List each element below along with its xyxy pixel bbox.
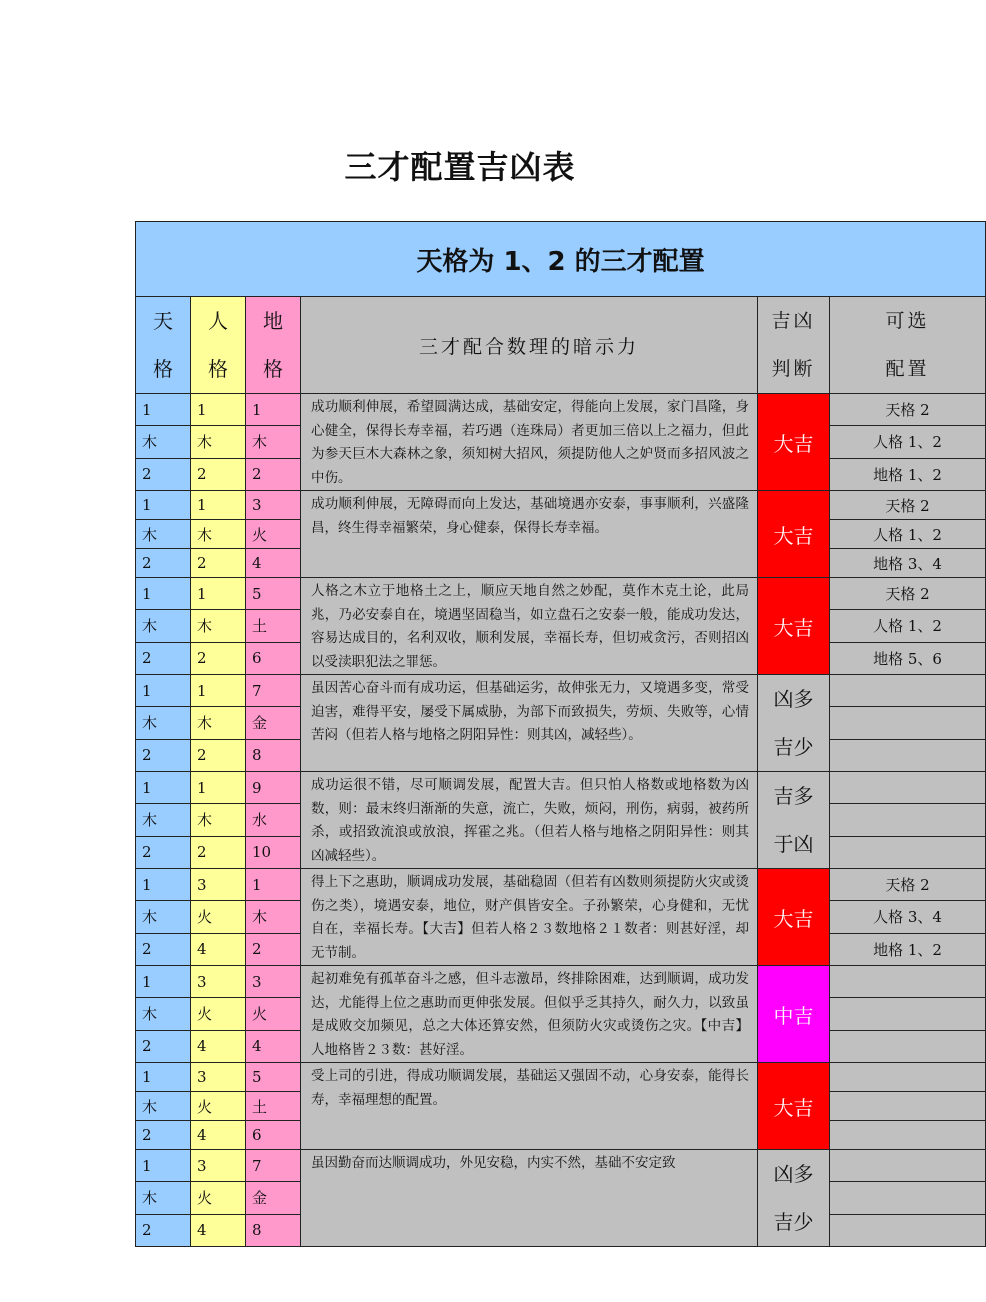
di-ge-cell: 5 bbox=[246, 578, 301, 610]
tian-ge-cell: 2 bbox=[136, 642, 191, 674]
header-description: 三才配合数理的暗示力 bbox=[301, 297, 758, 394]
header-row bbox=[136, 297, 986, 394]
ren-ge-cell: 4 bbox=[191, 1214, 246, 1246]
option-cell bbox=[830, 1030, 986, 1062]
option-cell bbox=[830, 1182, 986, 1214]
option-cell: 人格 3、4 bbox=[830, 901, 986, 933]
tian-ge-cell: 2 bbox=[136, 933, 191, 965]
judgement-text: 大吉 bbox=[773, 523, 814, 548]
description-cell: 人格之木立于地格土之上，顺应天地自然之妙配，莫作木克土论，此局兆，乃必安泰自在，境遇坚固稳当，如立盘石之安泰一般，能成功发达，容易达成目的，名利双收，顺利发展，幸福长寿，但切戒贪污，否则招凶以受渎职犯法之罪惩。 bbox=[301, 578, 758, 675]
di-ge-cell: 1 bbox=[246, 394, 301, 426]
description-cell: 起初难免有孤革奋斗之感，但斗志激昂，终排除困难，达到顺调，成功发达，尤能得上位之惠助而更伸张发展。但似乎乏其持久，耐久力，以致虽是成败交加频见，总之大体还算安然，但须防火灾或烫伤之灾。【中吉】人地格皆２３数：甚好淫。 bbox=[301, 966, 758, 1063]
di-ge-cell: 7 bbox=[246, 675, 301, 707]
judgement-text: 吉少 bbox=[773, 735, 814, 759]
table-row bbox=[136, 394, 986, 426]
description-cell: 成功运很不错，尽可顺调发展，配置大吉。但只怕人格数或地格数为凶数，则：最末终归渐渐的失意，流亡，失败，烦闷，刑伤，病弱，被药所杀，或招致流浪或放浪，挥霍之兆。（但若人格与地格之阴阳异性：则其凶减轻些）。 bbox=[301, 772, 758, 869]
ren-ge-cell: 3 bbox=[191, 869, 246, 901]
table-row bbox=[136, 869, 986, 901]
ren-ge-cell: 火 bbox=[191, 901, 246, 933]
option-cell bbox=[830, 804, 986, 836]
ren-ge-cell: 1 bbox=[191, 772, 246, 804]
option-cell: 人格 1、2 bbox=[830, 520, 986, 549]
judgement-text: 大吉 bbox=[773, 1095, 814, 1120]
tian-ge-cell: 木 bbox=[136, 804, 191, 836]
di-ge-cell: 10 bbox=[246, 836, 301, 868]
option-cell: 人格 1、2 bbox=[830, 426, 986, 458]
option-cell bbox=[830, 707, 986, 739]
di-ge-cell: 2 bbox=[246, 458, 301, 490]
tian-ge-cell: 木 bbox=[136, 520, 191, 549]
option-cell bbox=[830, 1121, 986, 1150]
judgement-text: 大吉 bbox=[773, 615, 814, 640]
tian-ge-cell: 1 bbox=[136, 491, 191, 520]
header-ren-ge: 人 格 bbox=[191, 297, 246, 394]
di-ge-cell: 土 bbox=[246, 1092, 301, 1121]
sancai-table bbox=[135, 221, 986, 1247]
di-ge-cell: 3 bbox=[246, 966, 301, 998]
option-cell bbox=[830, 836, 986, 868]
tian-ge-cell: 1 bbox=[136, 1150, 191, 1182]
description-cell: 虽因苦心奋斗而有成功运，但基础运劣，故伸张无力，又境遇多变，常受迫害，难得平安，屡受下属威胁，为部下而致损失，劳烦、失败等，心情苦闷（但若人格与地格之阴阳异性：则其凶，减轻些）。 bbox=[301, 675, 758, 772]
ren-ge-cell: 2 bbox=[191, 642, 246, 674]
judgement-cell bbox=[758, 394, 830, 491]
tian-ge-cell: 2 bbox=[136, 1030, 191, 1062]
tian-ge-cell: 1 bbox=[136, 966, 191, 998]
ren-ge-cell: 2 bbox=[191, 549, 246, 578]
table-viewport bbox=[135, 221, 942, 1240]
judgement-cell bbox=[758, 578, 830, 675]
ren-ge-cell: 3 bbox=[191, 1063, 246, 1092]
di-ge-cell: 火 bbox=[246, 998, 301, 1030]
di-ge-cell: 4 bbox=[246, 1030, 301, 1062]
table-row bbox=[136, 675, 986, 707]
judgement-cell bbox=[758, 491, 830, 578]
di-ge-cell: 1 bbox=[246, 869, 301, 901]
judgement-text: 于凶 bbox=[773, 832, 814, 856]
judgement-text: 吉少 bbox=[773, 1210, 814, 1234]
ren-ge-cell: 火 bbox=[191, 1092, 246, 1121]
judgement-text: 大吉 bbox=[773, 431, 814, 456]
di-ge-cell: 4 bbox=[246, 549, 301, 578]
table-row bbox=[136, 578, 986, 610]
di-ge-cell: 3 bbox=[246, 491, 301, 520]
option-cell bbox=[830, 675, 986, 707]
description-cell: 成功顺利伸展，无障碍而向上发达，基础境遇亦安泰，事事顺利，兴盛隆昌，终生得幸福繁荣，身心健泰，保得长寿幸福。 bbox=[301, 491, 758, 578]
tian-ge-cell: 木 bbox=[136, 901, 191, 933]
judgement-cell bbox=[758, 772, 830, 869]
judgement-cell bbox=[758, 869, 830, 966]
tian-ge-cell: 木 bbox=[136, 707, 191, 739]
table-row bbox=[136, 1063, 986, 1092]
di-ge-cell: 6 bbox=[246, 1121, 301, 1150]
judgement-cell bbox=[758, 1063, 830, 1150]
tian-ge-cell: 1 bbox=[136, 578, 191, 610]
di-ge-cell: 金 bbox=[246, 1182, 301, 1214]
option-cell: 天格 2 bbox=[830, 491, 986, 520]
option-cell: 地格 5、6 bbox=[830, 642, 986, 674]
di-ge-cell: 6 bbox=[246, 642, 301, 674]
ren-ge-cell: 4 bbox=[191, 1121, 246, 1150]
header-judgement: 吉凶 判断 bbox=[758, 297, 830, 394]
ren-ge-cell: 木 bbox=[191, 610, 246, 642]
di-ge-cell: 8 bbox=[246, 1214, 301, 1246]
tian-ge-cell: 木 bbox=[136, 610, 191, 642]
di-ge-cell: 水 bbox=[246, 804, 301, 836]
tian-ge-cell: 木 bbox=[136, 426, 191, 458]
ren-ge-cell: 木 bbox=[191, 707, 246, 739]
ren-ge-cell: 木 bbox=[191, 426, 246, 458]
option-cell bbox=[830, 1150, 986, 1182]
tian-ge-cell: 1 bbox=[136, 394, 191, 426]
tian-ge-cell: 2 bbox=[136, 1214, 191, 1246]
ren-ge-cell: 1 bbox=[191, 578, 246, 610]
judgement-cell bbox=[758, 966, 830, 1063]
di-ge-cell: 火 bbox=[246, 520, 301, 549]
ren-ge-cell: 2 bbox=[191, 836, 246, 868]
option-cell: 天格 2 bbox=[830, 394, 986, 426]
ren-ge-cell: 1 bbox=[191, 491, 246, 520]
judgement-text: 中吉 bbox=[773, 1003, 814, 1028]
option-cell bbox=[830, 1092, 986, 1121]
di-ge-cell: 8 bbox=[246, 739, 301, 771]
tian-ge-cell: 1 bbox=[136, 675, 191, 707]
description-cell: 成功顺利伸展，希望圆满达成，基础安定，得能向上发展，家门昌隆，身心健全，保得长寿幸福，若巧遇（连珠局）者更加三倍以上之福力，但此为参天巨木大森林之象，须知树大招风，须提防他人之妒贤而多招风波之中伤。 bbox=[301, 394, 758, 491]
header-di-ge: 地 格 bbox=[246, 297, 301, 394]
di-ge-cell: 7 bbox=[246, 1150, 301, 1182]
option-cell bbox=[830, 998, 986, 1030]
description-cell: 受上司的引进，得成功顺调发展，基础运又强固不动，心身安泰，能得长寿，幸福理想的配置。 bbox=[301, 1063, 758, 1150]
option-cell bbox=[830, 1063, 986, 1092]
option-cell bbox=[830, 772, 986, 804]
tian-ge-cell: 木 bbox=[136, 1182, 191, 1214]
document-title: 三才配置吉凶表 bbox=[344, 148, 576, 186]
tian-ge-cell: 2 bbox=[136, 549, 191, 578]
judgement-text: 吉多 bbox=[773, 784, 814, 808]
tian-ge-cell: 1 bbox=[136, 1063, 191, 1092]
section-banner-row bbox=[136, 222, 986, 297]
tian-ge-cell: 木 bbox=[136, 1092, 191, 1121]
di-ge-cell: 土 bbox=[246, 610, 301, 642]
option-cell bbox=[830, 739, 986, 771]
description-cell: 得上下之惠助，顺调成功发展，基础稳固（但若有凶数则须提防火灾或烫伤之类），境遇安泰，地位，财产俱皆安全。子孙繁荣，心身健和，无忧自在，幸福长寿。【大吉】但若人格２３数地格２１数者：则甚好淫，却无节制。 bbox=[301, 869, 758, 966]
di-ge-cell: 木 bbox=[246, 426, 301, 458]
ren-ge-cell: 木 bbox=[191, 804, 246, 836]
table-row bbox=[136, 491, 986, 520]
di-ge-cell: 5 bbox=[246, 1063, 301, 1092]
judgement-cell bbox=[758, 1150, 830, 1247]
di-ge-cell: 木 bbox=[246, 901, 301, 933]
option-cell: 地格 1、2 bbox=[830, 458, 986, 490]
ren-ge-cell: 1 bbox=[191, 394, 246, 426]
tian-ge-cell: 1 bbox=[136, 772, 191, 804]
section-title: 天格为 1、2 的三才配置 bbox=[136, 222, 986, 297]
ren-ge-cell: 3 bbox=[191, 1150, 246, 1182]
header-options: 可选 配置 bbox=[830, 297, 986, 394]
option-cell: 天格 2 bbox=[830, 578, 986, 610]
tian-ge-cell: 2 bbox=[136, 458, 191, 490]
judgement-text: 凶多 bbox=[773, 687, 814, 711]
tian-ge-cell: 1 bbox=[136, 869, 191, 901]
option-cell: 地格 3、4 bbox=[830, 549, 986, 578]
table-row bbox=[136, 1150, 986, 1182]
di-ge-cell: 金 bbox=[246, 707, 301, 739]
description-cell: 虽因勤奋而达顺调成功，外见安稳，内实不然，基础不安定致 bbox=[301, 1150, 758, 1247]
ren-ge-cell: 火 bbox=[191, 1182, 246, 1214]
di-ge-cell: 2 bbox=[246, 933, 301, 965]
ren-ge-cell: 1 bbox=[191, 675, 246, 707]
option-cell bbox=[830, 1214, 986, 1246]
tian-ge-cell: 2 bbox=[136, 836, 191, 868]
ren-ge-cell: 4 bbox=[191, 933, 246, 965]
header-tian-ge: 天 格 bbox=[136, 297, 191, 394]
option-cell bbox=[830, 966, 986, 998]
ren-ge-cell: 2 bbox=[191, 458, 246, 490]
option-cell: 天格 2 bbox=[830, 869, 986, 901]
ren-ge-cell: 4 bbox=[191, 1030, 246, 1062]
ren-ge-cell: 3 bbox=[191, 966, 246, 998]
option-cell: 地格 1、2 bbox=[830, 933, 986, 965]
ren-ge-cell: 木 bbox=[191, 520, 246, 549]
option-cell: 人格 1、2 bbox=[830, 610, 986, 642]
judgement-cell bbox=[758, 675, 830, 772]
tian-ge-cell: 2 bbox=[136, 739, 191, 771]
di-ge-cell: 9 bbox=[246, 772, 301, 804]
table-row bbox=[136, 966, 986, 998]
table-row bbox=[136, 772, 986, 804]
tian-ge-cell: 木 bbox=[136, 998, 191, 1030]
judgement-text: 大吉 bbox=[773, 906, 814, 931]
ren-ge-cell: 2 bbox=[191, 739, 246, 771]
ren-ge-cell: 火 bbox=[191, 998, 246, 1030]
tian-ge-cell: 2 bbox=[136, 1121, 191, 1150]
judgement-text: 凶多 bbox=[773, 1162, 814, 1186]
